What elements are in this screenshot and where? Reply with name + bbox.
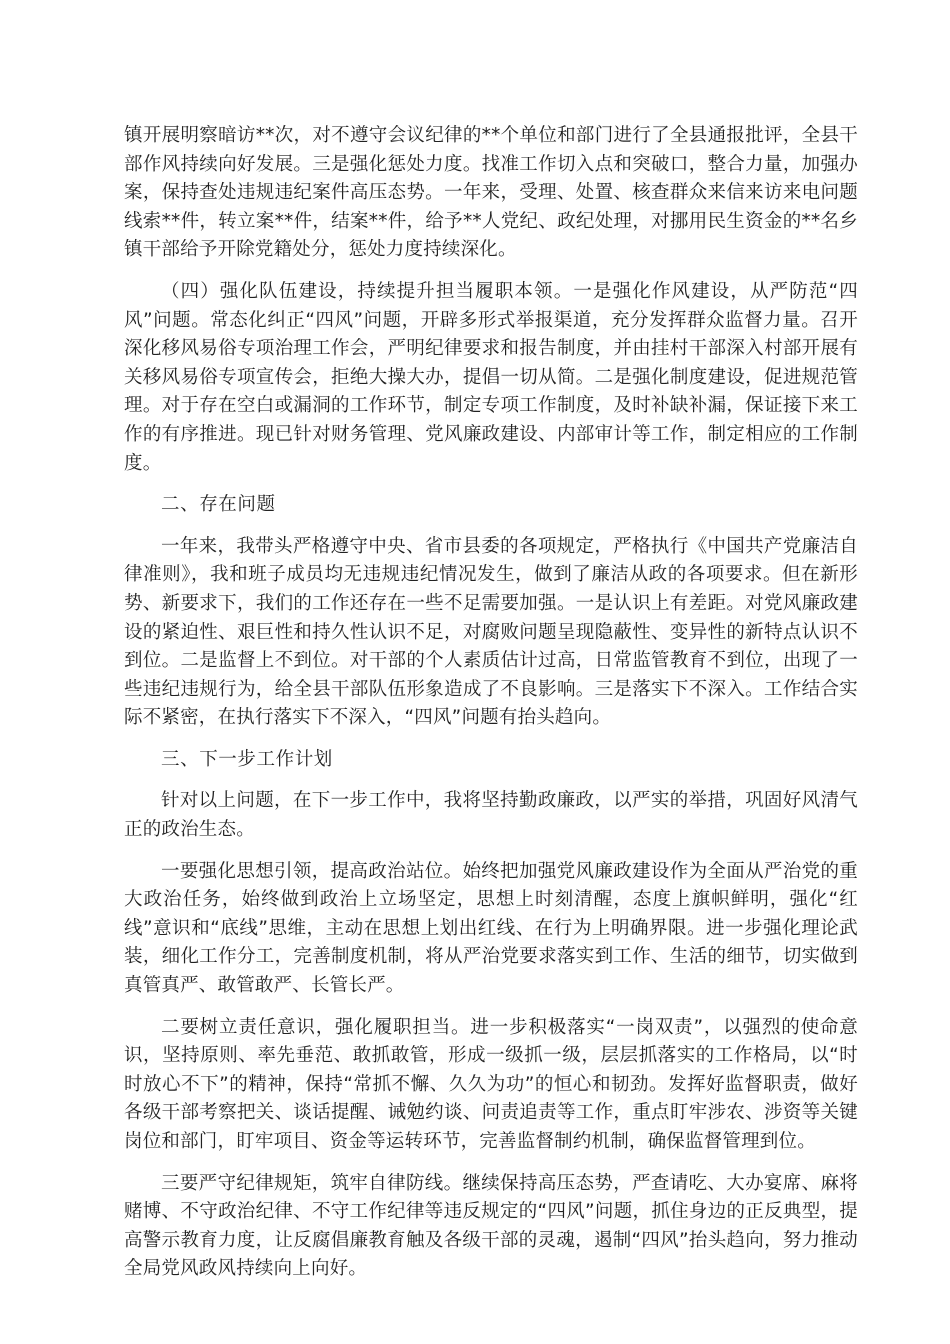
paragraph-plan-three: 三要严守纪律规矩，筑牢自律防线。继续保持高压态势，严查请吃、大办宴席、麻将赌博、不守政治纪律、不守工作纪律等违反规定的“四风”问题，抓住身边的正反典型，提高警示教育力度，让反腐倡廉教育触及各级干部的灵魂，遏制“四风”抬头趋向，努力推动全局党风政风持续向上向好。 [124, 1172, 858, 1280]
section-heading-problems: 二、存在问题 [161, 494, 276, 516]
paragraph-plan-one: 一要强化思想引领，提高政治站位。始终把加强党风廉政建设作为全面从严治党的重大政治任务，始终做到政治上立场坚定，思想上时刻清醒，态度上旗帜鲜明，强化“红线”意识和“底线”思维，主动在思想上划出红线、在行为上明确界限。进一步强化理论武装，细化工作分工，完善制度机制，将从严治党要求落实到工作、生活的细节，切实做到真管真严、敢管敢严、长管长严。 [124, 860, 858, 997]
paragraph-plan-intro: 针对以上问题，在下一步工作中，我将坚持勤政廉政，以严实的举措，巩固好风清气正的政治生态。 [124, 790, 858, 841]
paragraph-problems: 一年来，我带头严格遵守中央、省市县委的各项规定，严格执行《中国共产党廉洁自律准则》，我和班子成员均无违规违纪情况发生，做到了廉洁从政的各项要求。但在新形势、新要求下，我们的工作还存在一些不足需要加强。一是认识上有差距。对党风廉政建设的紧迫性、艰巨性和持久性认识不足，对腐败问题呈现隐蔽性、变异性的新特点认识不到位。二是监督上不到位。对干部的个人素质估计过高，日常监管教育不到位，出现了一些违纪违规行为，给全县干部队伍形象造成了不良影响。三是落实下不深入。工作结合实际不紧密，在执行落实下不深入，“四风”问题有抬头趋向。 [124, 535, 858, 729]
document-page [124, 122, 858, 1297]
paragraph-continuation: 镇开展明察暗访**次，对不遵守会议纪律的**个单位和部门进行了全县通报批评，全县干部作风持续向好发展。三是强化惩处力度。找准工作切入点和突破口，整合力量，加强办案，保持查处违规违纪案件高压态势。一年来，受理、处置、核查群众来信来访来电问题线索**件，转立案**件，结案**件，给予**人党纪、政纪处理，对挪用民生资金的**名乡镇干部给予开除党籍处分，惩处力度持续深化。 [124, 125, 858, 261]
section-heading-next-plan: 三、下一步工作计划 [161, 748, 333, 770]
paragraph-team-building: （四）强化队伍建设，持续提升担当履职本领。一是强化作风建设，从严防范“四风”问题。常态化纠正“四风”问题，开辟多形式举报渠道，充分发挥群众监督力量。召开深化移风易俗专项治理工作会，严明纪律要求和报告制度，并由挂村干部深入村部开展有关移风易俗专项宣传会，拒绝大操大办，提倡一切从简。二是强化制度建设，促进规范管理。对于存在空白或漏洞的工作环节，制定专项工作制度，及时补缺补漏，保证接下来工作的有序推进。现已针对财务管理、党风廉政建设、内部审计等工作，制定相应的工作制度。 [124, 280, 858, 474]
paragraph-plan-two: 二要树立责任意识，强化履职担当。进一步积极落实“一岗双责”，以强烈的使命意识，坚持原则、率先垂范、敢抓敢管，形成一级抓一级，层层抓落实的工作格局，以“时时放心不下”的精神，保持“常抓不懈、久久为功”的恒心和韧劲。发挥好监督职责，做好各级干部考察把关、谈话提醒、诫勉约谈、问责追责等工作，重点盯牢涉农、涉资等关键岗位和部门，盯牢项目、资金等运转环节，完善监督制约机制，确保监督管理到位。 [124, 1016, 858, 1152]
